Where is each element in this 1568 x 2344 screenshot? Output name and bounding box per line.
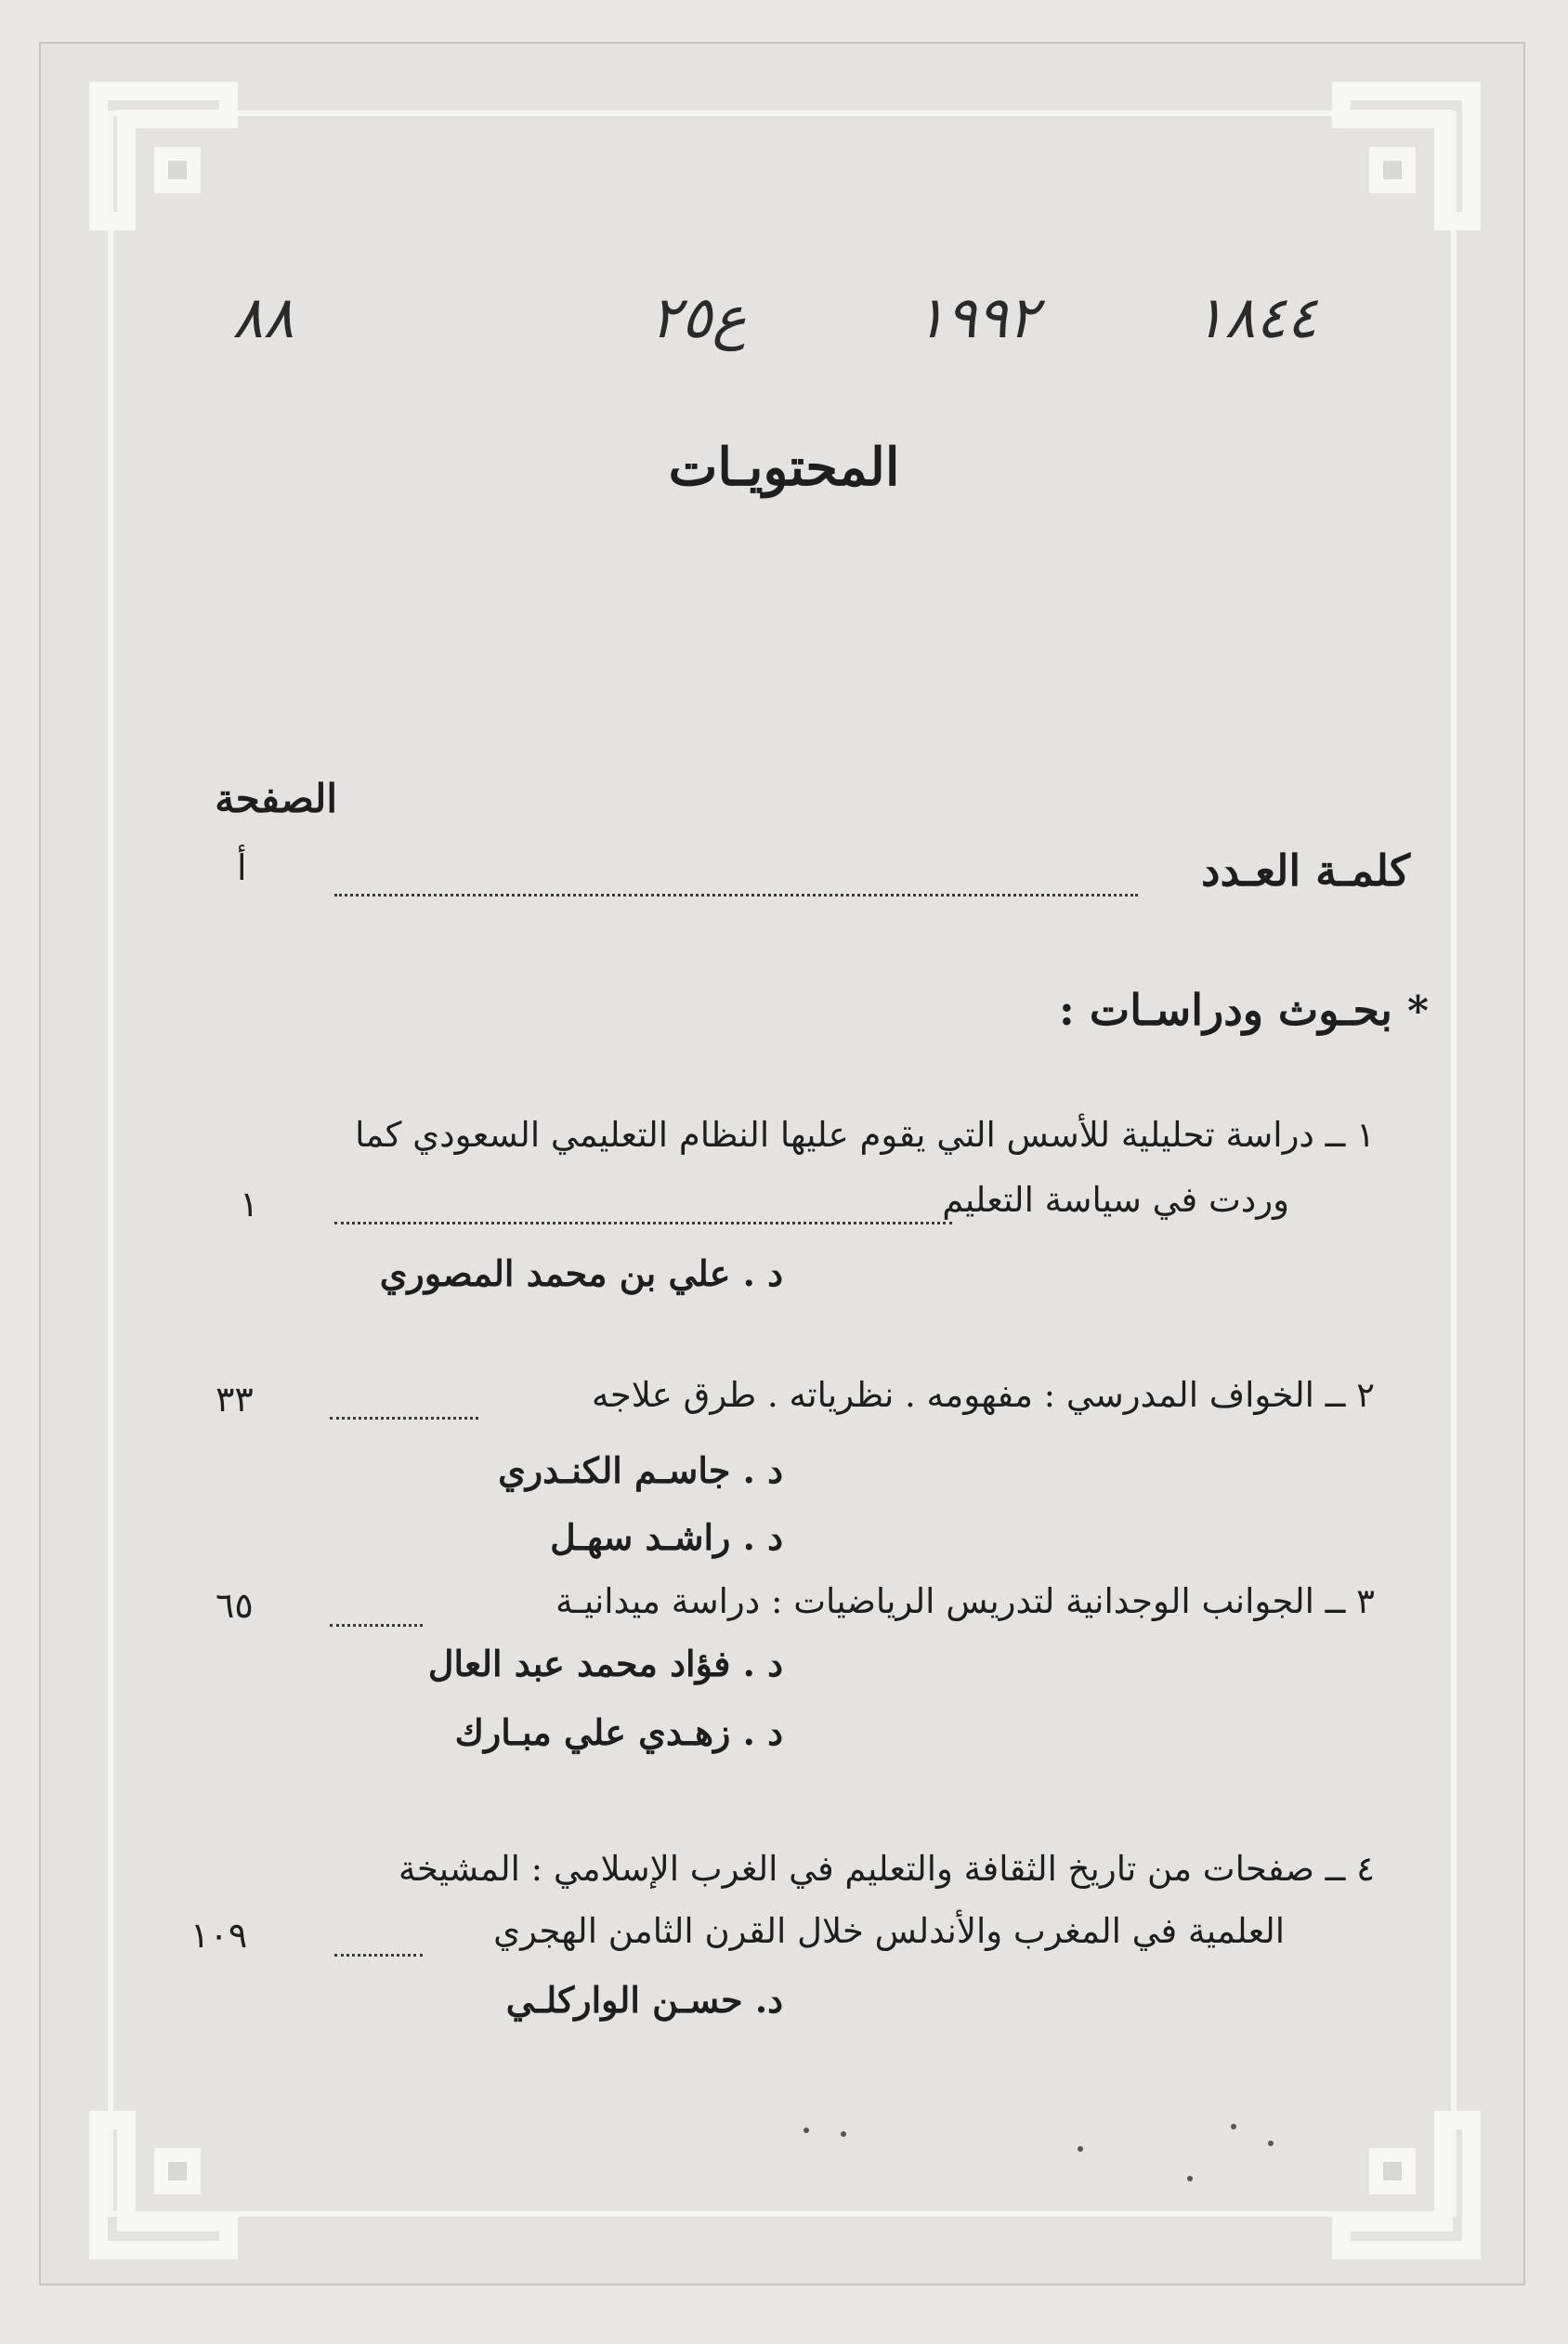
toc-item-4-line2: العلمية في المغرب والأندلس خلال القرن الثامن الهجري xyxy=(493,1911,1285,1951)
intro-label: كلمـة العـدد xyxy=(1201,845,1410,896)
toc-item-1-line2: وردت في سياسة التعليم xyxy=(942,1180,1289,1220)
toc-item-3-page: ٦٥ xyxy=(216,1585,254,1626)
toc-item-1-line1: ١ ــ دراسة تحليلية للأسس التي يقوم عليها النظام التعليمي السعودي كما xyxy=(355,1115,1375,1155)
corner-ornament-top-left xyxy=(80,72,247,240)
star-bullet-icon: * xyxy=(1406,988,1429,1035)
section-heading xyxy=(1059,985,1429,1035)
toc-item-3-dot-leader xyxy=(330,1624,423,1627)
toc-item-2-line1: ٢ ــ الخواف المدرسي : مفهومه . نظرياته . طرق علاجه xyxy=(592,1375,1375,1415)
page-column-label: الصفحة xyxy=(215,776,337,821)
toc-item-2-page: ٣٣ xyxy=(216,1379,254,1420)
handwritten-issue: ع٢٥ xyxy=(650,283,747,351)
toc-item-2-author-2: د . راشـد سهـل xyxy=(550,1516,783,1558)
scan-speck xyxy=(1231,2124,1236,2129)
frame-inner-border xyxy=(108,111,1457,2217)
scan-speck xyxy=(804,2128,809,2133)
intro-page-number: أ xyxy=(237,847,247,888)
handwritten-year: ١٩٩٢ xyxy=(915,283,1039,351)
scan-speck xyxy=(1268,2141,1274,2146)
corner-ornament-top-right xyxy=(1323,72,1490,240)
scan-speck xyxy=(1078,2146,1083,2152)
section-label: بحـوث ودراسـات : xyxy=(1058,985,1392,1035)
toc-item-2-author-1: د . جاسـم الكنـدري xyxy=(498,1449,783,1491)
corner-ornament-bottom-left xyxy=(80,2102,247,2269)
scan-speck xyxy=(841,2131,846,2137)
toc-item-4-author-1: د. حسـن الواركلـي xyxy=(505,1979,783,2021)
toc-item-1-page: ١ xyxy=(240,1184,259,1224)
toc-item-4-page: ١٠٩ xyxy=(190,1915,248,1956)
toc-item-3-author-1: د . فؤاد محمد عبد العال xyxy=(427,1643,783,1684)
scan-speck xyxy=(1187,2176,1193,2181)
toc-item-4-dot-leader xyxy=(334,1954,423,1957)
corner-ornament-bottom-right xyxy=(1323,2102,1490,2269)
toc-item-3-line1: ٣ ــ الجوانب الوجدانية لتدريس الرياضيات : دراسة ميدانيـة xyxy=(555,1581,1375,1621)
toc-item-3-author-2: د . زهـدي علي مبـارك xyxy=(454,1711,783,1753)
handwritten-number: ٨٨ xyxy=(232,283,294,351)
toc-item-4-line1: ٤ ــ صفحات من تاريخ الثقافة والتعليم في الغرب الإسلامي : المشيخة xyxy=(399,1849,1375,1889)
handwritten-serial: ١٨٤٤ xyxy=(1194,283,1318,351)
intro-dot-leader xyxy=(334,894,1138,897)
page-title: المحتويـات xyxy=(668,437,900,498)
toc-item-1-author-1: د . علي بن محمد المصوري xyxy=(379,1252,783,1294)
toc-item-2-dot-leader xyxy=(330,1417,478,1420)
toc-item-1-dot-leader xyxy=(334,1222,952,1224)
